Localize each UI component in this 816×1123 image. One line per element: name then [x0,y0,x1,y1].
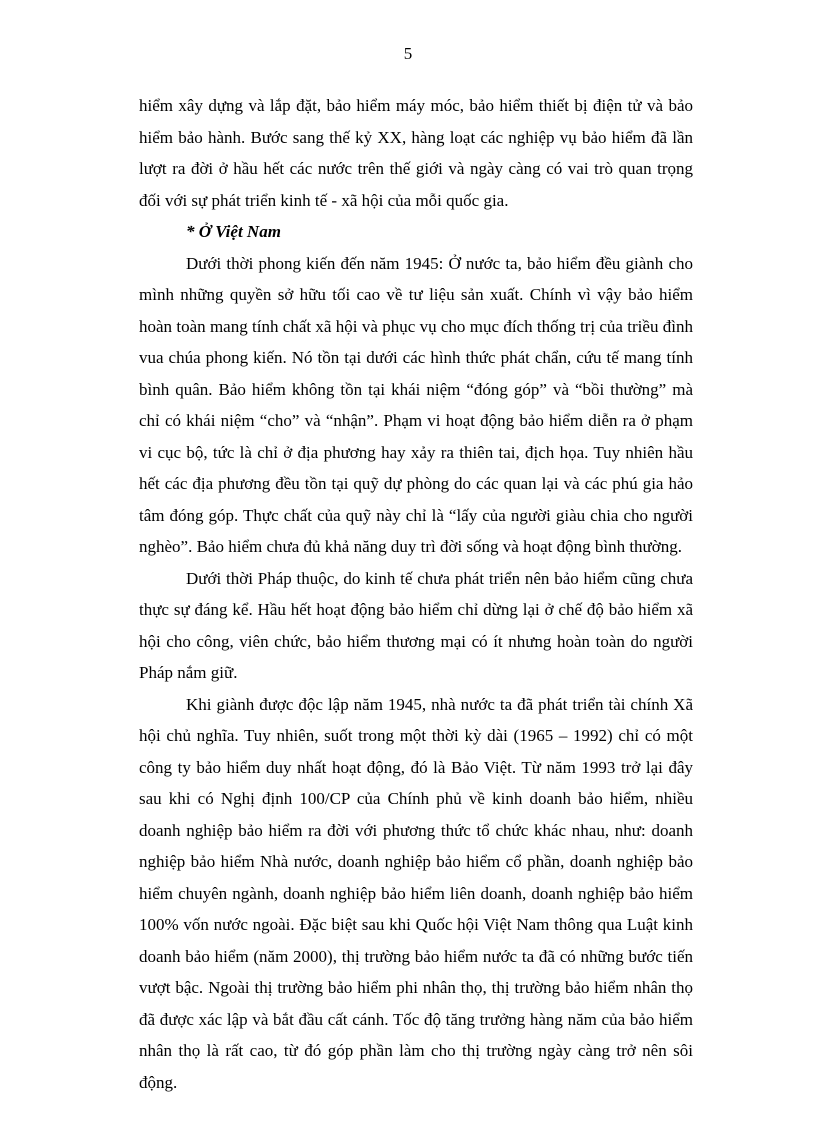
page-number: 5 [403,44,413,63]
document-body [139,90,693,1098]
section-heading-viet-nam: * Ở Việt Nam [186,222,281,241]
paragraph-independence-period: Khi giành được độc lập năm 1945, nhà nước ta đã phát triển tài chính Xã hội chủ nghĩa. Tuy nhiên, suốt trong một thời kỳ dài (1965 – 1992) chỉ có một công ty bảo hiểm duy nhất hoạt động, đó là Bảo Việt. Từ năm 1993 trở lại đây sau khi có Nghị định 100/CP của Chính phủ về kinh doanh bảo hiểm, nhiều doanh nghiệp bảo hiểm ra đời với phương thức tổ chức khác nhau, như: doanh nghiệp bảo hiểm Nhà nước, doanh nghiệp bảo hiểm cổ phần, doanh nghiệp bảo hiểm chuyên ngành, doanh nghiệp bảo hiểm liên doanh, doanh nghiệp bảo hiểm 100% vốn nước ngoài. Đặc biệt sau khi Quốc hội Việt Nam thông qua Luật kinh doanh bảo hiểm (năm 2000), thị trường bảo hiểm nước ta đã có những bước tiến vượt bậc. Ngoài thị trường bảo hiểm phi nhân thọ, thị trường bảo hiểm nhân thọ đã được xác lập và bắt đầu cất cánh. Tốc độ tăng trưởng hàng năm của bảo hiểm nhân thọ là rất cao, từ đó góp phần làm cho thị trường ngày càng trở nên sôi động. [139,694,693,1092]
paragraph-feudal-period: Dưới thời phong kiến đến năm 1945: Ở nước ta, bảo hiểm đều giành cho mình những quyền sở hữu tối cao về tư liệu sản xuất. Chính vì vậy bảo hiểm hoàn toàn mang tính chất xã hội và phục vụ cho mục đích thống trị của triều đình vua chúa phong kiến. Nó tồn tại dưới các hình thức phát chẩn, cứu tế mang tính bình quân. Bảo hiểm không tồn tại khái niệm “đóng góp” và “bồi thường” mà chỉ có khái niệm “cho” và “nhận”. Phạm vi hoạt động bảo hiểm diễn ra ở phạm vi cục bộ, tức là chỉ ở địa phương hay xảy ra thiên tai, địch họa. Tuy nhiên hầu hết các địa phương đều tồn tại quỹ dự phòng do các quan lại và các phú gia hảo tâm đóng góp. Thực chất của quỹ này chỉ là “lấy của người giàu chia cho người nghèo”. Bảo hiểm chưa đủ khả năng duy trì đời sống và hoạt động bình thường. [139,253,693,556]
paragraph-continued: hiểm xây dựng và lắp đặt, bảo hiểm máy móc, bảo hiểm thiết bị điện tử và bảo hiểm bảo hành. Bước sang thế kỷ XX, hàng loạt các nghiệp vụ bảo hiểm đã lần lượt ra đời ở hầu hết các nước trên thế giới và ngày càng có vai trò quan trọng đối với sự phát triển kinh tế - xã hội của mỗi quốc gia. [139,96,693,210]
paragraph-french-colonial-period: Dưới thời Pháp thuộc, do kinh tế chưa phát triển nên bảo hiểm cũng chưa thực sự đáng kể. Hầu hết hoạt động bảo hiểm chỉ dừng lại ở chế độ bảo hiểm xã hội cho công, viên chức, bảo hiểm thương mại có ít nhưng hoàn toàn do người Pháp nắm giữ. [139,568,693,682]
